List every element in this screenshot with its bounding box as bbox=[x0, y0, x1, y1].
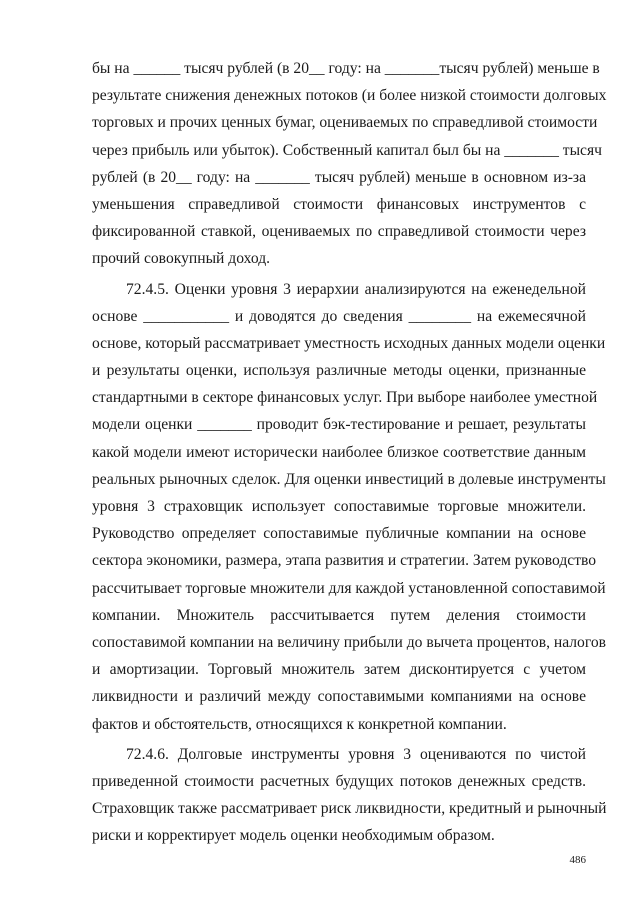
text-line: торговых и прочих ценных бумаг, оцениваемых по справедливой стоимости bbox=[92, 114, 598, 132]
text-line: уменьшения справедливой стоимости финансовых инструментов с bbox=[92, 195, 586, 213]
text-line: рассчитывает торговые множители для каждой установленной сопоставимой bbox=[92, 579, 606, 597]
text-line: основе, который рассматривает уместность исходных данных модели оценки bbox=[92, 334, 606, 352]
text-line: Руководство определяет сопоставимые публичные компании на основе bbox=[92, 525, 586, 543]
text-line: Страховщик также рассматривает риск ликвидности, кредитный и рыночный bbox=[92, 800, 607, 818]
document-body bbox=[92, 55, 607, 849]
text-line: уровня 3 страховщик использует сопоставимые торговые множители. bbox=[92, 498, 586, 515]
text-line: сектора экономики, размера, этапа развития и стратегии. Затем руководство bbox=[92, 552, 597, 570]
text-line: 72.4.5. Оценки уровня 3 иерархии анализируются на еженедельной bbox=[126, 280, 586, 298]
page-number: 486 bbox=[569, 854, 586, 866]
text-line: результате снижения денежных потоков (и более низкой стоимости долговых bbox=[92, 87, 607, 105]
text-line: и результаты оценки, используя различные методы оценки, признанные bbox=[92, 362, 586, 380]
text-line: 72.4.6. Долговые инструменты уровня 3 оцениваются по чистой bbox=[126, 745, 586, 763]
text-line: рублей (в 20__ году: на _______ тысяч рублей) меньше в основном из-за bbox=[92, 168, 586, 186]
text-line: сопоставимой компании на величину прибыли до вычета процентов, налогов bbox=[92, 633, 607, 651]
text-line: основе ___________ и доводятся до сведения ________ на ежемесячной bbox=[92, 307, 586, 325]
text-line: ликвидности и различий между сопоставимыми компаниями на основе bbox=[92, 688, 586, 706]
text-line: какой модели имеют исторически наиболее близкое соответствие данным bbox=[92, 443, 586, 461]
paragraph-continuation bbox=[92, 55, 607, 273]
text-line: приведенной стоимости расчетных будущих потоков денежных средств. bbox=[92, 772, 586, 790]
text-line: прочий совокупный доход. bbox=[92, 250, 271, 268]
paragraph-p-72-4-6 bbox=[92, 741, 607, 850]
text-line: модели оценки _______ проводит бэк-тестирование и решает, результаты bbox=[92, 416, 586, 434]
text-line: компании. Множитель рассчитывается путем деления стоимости bbox=[92, 606, 586, 624]
text-line: стандартными в секторе финансовых услуг. При выборе наиболее уместной bbox=[92, 389, 598, 407]
text-line: реальных рыночных сделок. Для оценки инвестиций в долевые инструменты bbox=[92, 470, 606, 488]
text-line: риски и корректирует модель оценки необходимым образом. bbox=[92, 827, 495, 845]
text-line: и амортизации. Торговый множитель затем дисконтируется с учетом bbox=[92, 661, 586, 679]
text-line: фактов и обстоятельств, относящихся к конкретной компании. bbox=[92, 715, 507, 733]
text-line: бы на ______ тысяч рублей (в 20__ году: на _______тысяч рублей) меньше в bbox=[92, 60, 600, 77]
text-line: через прибыль или убыток). Собственный капитал был бы на _______ тысяч bbox=[92, 141, 602, 159]
text-line: фиксированной ставкой, оцениваемых по справедливой стоимости через bbox=[92, 223, 586, 241]
paragraph-p-72-4-5 bbox=[92, 276, 607, 738]
